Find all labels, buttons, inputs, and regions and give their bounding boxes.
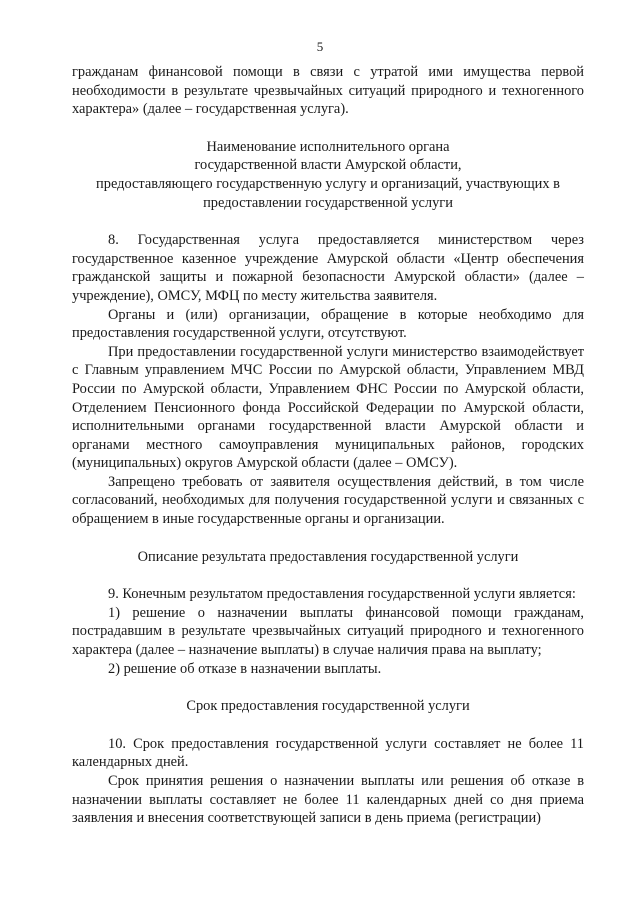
paragraph-organizations: Органы и (или) организации, обращение в которые необходимо для предоставления государственной услуги, отсутствуют.: [72, 306, 584, 342]
heading-line: государственной власти Амурской области,: [194, 157, 462, 174]
heading-line: Наименование исполнительного органа: [206, 138, 450, 155]
paragraph-decision-term: Срок принятия решения о назначении выплаты или решения об отказе в назначении выплаты составляет не более 11 календарных дней со дня приема заявления и внесения соответствующей записи в день приема (регистрации): [72, 773, 584, 827]
paragraph-10: 10. Срок предоставления государственной услуги составляет не более 11 календарных дней.: [72, 735, 584, 771]
paragraph-8: 8. Государственная услуга предоставляется министерством через государственное казенное учреждение Амурской области «Центр обеспечения гражданской защиты и пожарной безопасности Амурской области» (далее – учреждение), ОМСУ, МФЦ по месту жительства заявителя.: [72, 232, 584, 304]
heading-line: предоставляющего государственную услугу и организаций, участвующих в: [96, 175, 560, 192]
page-number: 5: [316, 39, 324, 54]
section-heading-term: Срок предоставления государственной услуги: [186, 698, 470, 715]
paragraph-prohibition: Запрещено требовать от заявителя осуществления действий, в том числе согласований, необходимых для получения государственной услуги и связанных с обращением в иные государственные органы и организации.: [72, 473, 584, 528]
heading-line: предоставлении государственной услуги: [203, 194, 453, 211]
paragraph-interaction: При предоставлении государственной услуги министерство взаимодействует с Главным управлением МЧС России по Амурской области, Управлением МВД России по Амурской области, Управлением ФНС России по Амурской области, Отделением Пенсионного фонда Российской Федерации по Амурской области, исполнительными органами государственной власти Амурской области и органами местного самоуправления муниципальных районов, городских (муниципальных) округов Амурской области (далее – ОМСУ).: [72, 343, 584, 472]
section-heading-result: Описание результата предоставления государственной услуги: [137, 548, 519, 565]
paragraph-9: 9. Конечным результатом предоставления государственной услуги является:: [108, 586, 576, 603]
list-item-2: 2) решение об отказе в назначении выплаты.: [108, 660, 382, 677]
section-heading-executive-body: [72, 138, 584, 212]
continuation-paragraph: гражданам финансовой помощи в связи с утратой ими имущества первой необходимости в результате чрезвычайных ситуаций природного и техногенного характера» (далее – государственная услуга).: [72, 64, 584, 118]
list-item-1: 1) решение о назначении выплаты финансовой помощи гражданам, пострадавшим в результате чрезвычайных ситуаций природного и техногенного характера (далее – назначение выплаты) в случае наличия права на выплату;: [72, 604, 584, 659]
page-content: [72, 63, 584, 828]
